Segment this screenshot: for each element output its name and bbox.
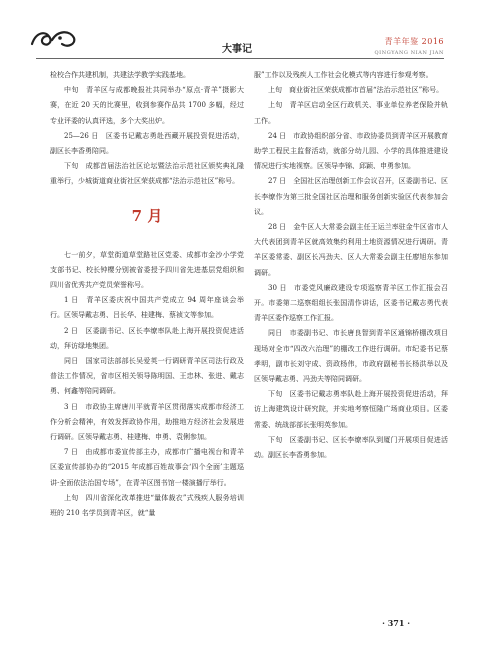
header-title: 大事记 [222, 44, 252, 55]
paragraph: 同日 国家司法部部长吴爱英一行调研青羊区司法行政及普法工作情况，省市区相关领导陈明国、王忠林、张进、戴志勇、何鑫等陪同调研。 [50, 357, 244, 396]
header-yearbook-pinyin: QINGYANG NIAN JIAN [374, 50, 444, 56]
header-yearbook-label [374, 36, 444, 56]
month-section-heading: 7 月 [131, 206, 163, 225]
paragraph: 28 日 金牛区人大常委会副主任王运兰率驻金牛区省市人大代表团到青羊区就高效集约利用土地资源情况进行调研。青羊区委常委、副区长冯劲夫、区人大常委会副主任廖旭东参加调研。 [254, 223, 448, 277]
left-column [50, 68, 244, 521]
paragraph: 检校合作共建机制，共建法学教学实践基地。 [50, 71, 190, 79]
paragraph: 7 日 由成都市委宣传部主办，成都市广播电视台和青羊区委宣传部协办的“2015 年成都百姓故事会‘四个全面’主题巡讲·全面依法治国专场”，在青羊区图书馆一楼演播厅举行。 [50, 448, 244, 487]
yearbook-logo-icon [28, 26, 80, 52]
header-divider [36, 58, 444, 59]
page-number: · 371 · [382, 618, 410, 628]
paragraph: 25—26 日 区委书记戴志勇赴西藏开展投资促进活动，副区长李香勇陪同。 [50, 131, 244, 156]
paragraph: 下旬 区委副书记、区长李缭率队到厦门开展项目促进活动。副区长李香勇参加。 [254, 435, 448, 460]
paragraph: 服”工作以及残疾人工作社会化模式等内容进行参观考察。 [254, 71, 433, 79]
paragraph: 30 日 市委党风廉政建设专项巡察青羊区工作汇报会召开。市委第二巡察组组长张国清作讲话，区委书记戴志勇代表青羊区委作巡察工作汇报。 [254, 283, 448, 323]
paragraph: 27 日 全国社区治理创新工作会议召开，区委副书记、区长李缭作为第三批全国社区治理和服务创新实验区代表参加会议。 [254, 177, 448, 216]
header-yearbook-cn: 青羊年鉴 2016 [384, 37, 444, 46]
right-column [254, 68, 448, 463]
paragraph: 下旬 区委书记戴志勇率队赴上海开展投资促进活动，拜访上海建筑设计研究院，并实地考察恒隆广场商业项目。区委常委、统战部部长张明英参加。 [254, 390, 448, 429]
paragraph: 上旬 商业街社区荣获成都市首届“法治示范社区”称号。 [268, 86, 444, 95]
paragraph: 同日 市委副书记、市长唐良智到青羊区通锦桥棚改项目现场对全市“四改六治理”的棚改工作进行调研。市纪委书记蔡孝明，副市长刘守成、资政杨伟，市政府副秘书长杨洪举以及区领导戴志勇、冯劲夫等陪同调研。 [254, 329, 448, 384]
paragraph: 24 日 市政协组织部分省、市政协委员到青羊区开展教育助学工程民主监督活动，就部分幼儿园、小学的具体推进建设情况进行实地视察。区领导李锦、邱颖、申勇参加。 [254, 131, 448, 171]
paragraph: 2 日 区委副书记、区长李缭率队赴上海开展投资促进活动，拜访绿地集团。 [50, 326, 244, 350]
paragraph: 下旬 成都首届法治社区论坛暨法治示范社区颁奖典礼隆重举行，少城街道商业街社区荣获成都“法治示范社区”称号。 [50, 162, 244, 186]
paragraph: 上旬 青羊区启动全区行政机关、事业单位养老保险并轨工作。 [254, 101, 448, 125]
paragraph: 七一前夕，草堂街道草堂路社区党委、成都市金沙小学党支部书记、校长钟樱分别被省委授予四川省先进基层党组织和四川省优秀共产党员荣誉称号。 [50, 250, 244, 290]
paragraph: 3 日 市政协主席唐川平就青羊区贯彻落实成都市经济工作分析会精神，有效发挥政协作用，助推地方经济社会发展进行调研。区领导戴志勇、桂建梅、申勇、袁俐参加。 [50, 402, 244, 442]
paragraph: 1 日 青羊区委庆祝中国共产党成立 94 周年座谈会举行。区领导戴志勇、吕长华、桂建梅、蔡祯文等参加。 [50, 296, 244, 320]
paragraph: 上旬 四川省深化改革推进“量体裁衣”式残疾人服务培训班的 210 名学员到青羊区，就“量 [50, 493, 244, 518]
paragraph: 中旬 青羊区与成都晚报社共同举办“原点·青羊”摄影大赛，在近 20 天的比赛里，收到参赛作品共 1700 多幅，经过专业评委的认真评选，多个大奖出炉。 [50, 86, 244, 125]
